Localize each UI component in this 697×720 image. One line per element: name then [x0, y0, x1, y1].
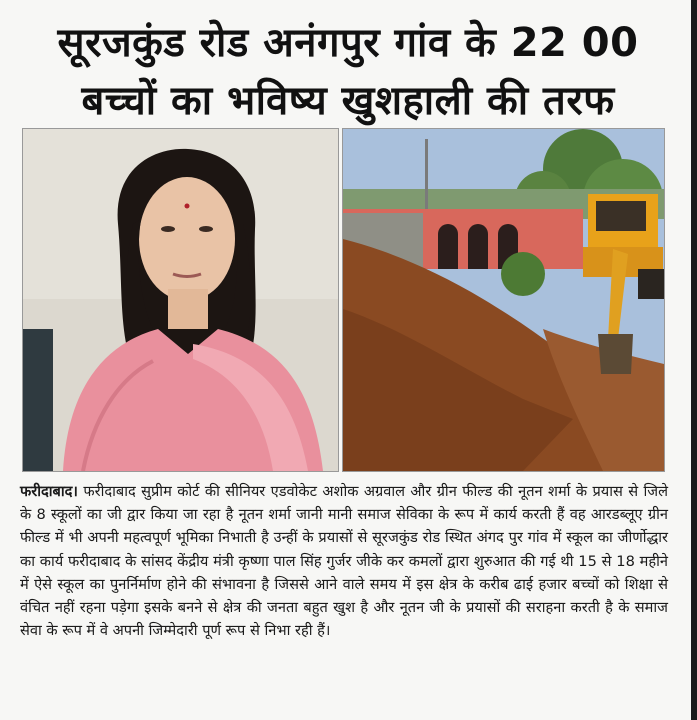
woman-portrait-image — [23, 129, 338, 471]
excavation-site-image — [343, 129, 664, 471]
clipping-edge-divider — [691, 0, 697, 720]
dateline: फरीदाबाद। — [20, 483, 78, 500]
article-body — [20, 480, 668, 642]
portrait-photo — [22, 128, 339, 472]
headline — [8, 14, 688, 130]
headline-line-2: बच्चों का भविष्य खुशहाली की तरफ — [81, 78, 615, 124]
construction-photo — [342, 128, 665, 472]
article-text: फरीदाबाद सुप्रीम कोर्ट की सीनियर एडवोकेट अशोक अग्रवाल और ग्रीन फील्ड की नूतन शर्मा के प्रयास से जिले के 8 स्कूलों का जी द्वार किया जा रहा है नूतन शर्मा जानी मानी समाज सेविका के रूप में कार्य करती हैं वह आरडब्लूए ग्रीन फील्ड में भी अपनी महत्वपूर्ण भूमिका निभाती है उन्हीं के प्रयासों से सूरजकुंड रोड स्थित अंगद पुर गांव में स्कूल का जीर्णोद्धार का कार्य फरीदाबाद के सांसद केंद्रीय मंत्री कृष्णा पाल सिंह गुर्जर जीके कर कमलों द्वारा शुरुआत की गई थी 15 से 18 महीने में ऐसे स्कूल का पुनर्निर्माण होने की संभावना है जिससे आने वाले समय में इस क्षेत्र के करीब ढाई हजार बच्चों को शिक्षा से वंचित नहीं रहना पड़ेगा इसके बनने से क्षेत्र की जनता बहुत खुश है और नूतन जी के प्रयासों की सराहना करती है के समाज सेवा के रूप में वे अपनी जिम्मेदारी पूर्ण रूप से निभा रही हैं। — [20, 483, 669, 640]
headline-line-1: सूरजकुंड रोड अनंगपुर गांव के 22 00 — [57, 20, 639, 66]
